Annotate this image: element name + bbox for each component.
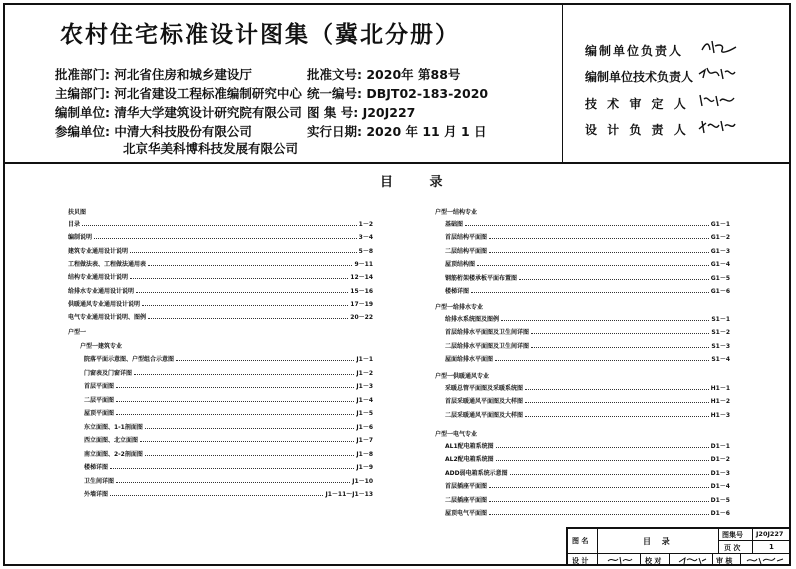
- toc-entry-title: AL2配电箱系统图: [445, 456, 494, 464]
- toc-entry: [445, 508, 730, 517]
- toc-entry-page: 1－2: [358, 221, 373, 228]
- toc-left-top-heading: 扶贝图: [68, 209, 87, 216]
- leader-dots: [116, 413, 354, 415]
- impl-date-label: 实行日期:: [307, 124, 362, 139]
- participant: [55, 122, 252, 140]
- toc-entry-page: G1－4: [710, 261, 730, 269]
- leader-dots: [489, 237, 709, 239]
- toc-entry-title: 院落平面示意图、户型组合示意图: [84, 356, 175, 363]
- toc-entry-title: 二层插座平面图: [445, 496, 488, 504]
- toc-entry-page: H1－1: [710, 385, 730, 392]
- toc-entry: [68, 312, 373, 321]
- header-divider: [562, 3, 563, 163]
- toc-entry: [445, 219, 730, 228]
- toc-entry: [445, 327, 730, 336]
- toc-entry-title: 卫生间详图: [84, 477, 115, 485]
- title-block-name-label: 图 名: [572, 537, 589, 545]
- toc-right-section-heading: 户型一供暖通风专业: [435, 373, 490, 380]
- toc-entry: [68, 219, 373, 228]
- leader-dots: [145, 454, 355, 456]
- participant-value-2: 北京华美科博科技发展有限公司: [123, 141, 299, 156]
- leader-dots: [496, 459, 709, 461]
- leader-dots: [145, 427, 355, 429]
- toc-entry-title: 首层结构平面图: [445, 234, 488, 242]
- toc-entry-page: J1－11～J1－13: [325, 491, 373, 498]
- toc-entry: [84, 354, 373, 363]
- check-signature: [677, 555, 707, 565]
- unified-no-value: DBJT02-183-2020: [366, 86, 489, 101]
- leader-dots: [501, 319, 709, 321]
- toc-entry-title: ADD弱电箱系统示意图: [445, 469, 508, 477]
- toc-entry-page: S1－4: [711, 356, 730, 364]
- toc-entry-title: 二层给排水平面图及卫生间详图: [445, 342, 530, 350]
- toc-entry-title: 首层平面图: [84, 383, 115, 390]
- leader-dots: [525, 388, 709, 390]
- handwritten-signature-4: [697, 117, 737, 135]
- title-block-row-rule: [566, 553, 791, 554]
- toc-entry-page: 5－8: [358, 247, 373, 255]
- title-block-review-divider-2: [740, 553, 741, 566]
- atlas-no-label: 图 集 号:: [307, 105, 359, 120]
- toc-title: 目 录: [380, 175, 459, 190]
- toc-entry-page: D1－3: [710, 469, 730, 477]
- compile-unit-value: 清华大学建筑设计研究院有限公司: [114, 105, 302, 120]
- toc-entry-page: D1－5: [710, 496, 730, 504]
- toc-entry-page: 3－4: [358, 234, 373, 242]
- toc-entry-title: 给排水专业通用设计说明: [68, 287, 135, 295]
- toc-entry-page: D1－4: [710, 483, 730, 491]
- toc-entry: [445, 246, 730, 255]
- toc-entry-title: 屋顶平面图: [84, 410, 115, 417]
- toc-entry-title: 钢筋桁架楼承板平面布置图: [445, 274, 518, 282]
- toc-right-section-heading: 户型一结构专业: [435, 209, 478, 216]
- toc-entry: [84, 489, 373, 498]
- toc-entry-page: J1－9: [356, 464, 373, 471]
- title-block-review-divider: [712, 553, 713, 566]
- toc-entry: [445, 314, 730, 323]
- toc-entry-page: D1－6: [710, 510, 730, 517]
- toc-entry: [445, 441, 730, 450]
- leader-dots: [116, 400, 354, 402]
- toc-entry-title: 南立面图、2-2剖面图: [84, 450, 143, 458]
- toc-entry-title: 屋顶结构图: [445, 261, 476, 269]
- toc-entry: [84, 368, 373, 377]
- leader-dots: [116, 386, 354, 388]
- toc-entry: [68, 246, 373, 255]
- participant-label: 参编单位:: [55, 124, 110, 139]
- toc-right-section-heading: 户型一给排水专业: [435, 304, 484, 311]
- toc-entry: [84, 381, 373, 390]
- leader-dots: [142, 304, 348, 306]
- toc-entry-title: 采暖总管平面图及采暖系统图: [445, 385, 524, 392]
- toc-entry: [445, 454, 730, 463]
- approval-doc-value: 2020年 第88号: [366, 67, 461, 82]
- toc-entry: [68, 272, 373, 281]
- toc-entry-page: 9－11: [354, 260, 373, 268]
- leader-dots: [489, 500, 709, 502]
- toc-entry-title: 二层结构平面图: [445, 247, 488, 255]
- toc-right-section-heading: 户型一电气专业: [435, 431, 478, 438]
- leader-dots: [471, 291, 709, 293]
- title-block-top: [566, 527, 791, 529]
- leader-dots: [110, 467, 354, 469]
- handwritten-signature-2: [697, 64, 737, 82]
- toc-entry-page: J1－10: [352, 477, 373, 485]
- toc-entry-page: J1－2: [356, 369, 373, 377]
- impl-date-value: 2020 年 11 月 1 日: [366, 124, 487, 139]
- atlas-no-value: J20J227: [362, 105, 416, 120]
- title-block-review-label: 审 核: [716, 557, 733, 565]
- toc-entry: [445, 354, 730, 363]
- compile-unit-label: 编制单位:: [55, 105, 110, 120]
- toc-entry: [445, 495, 730, 504]
- toc-entry: [84, 395, 373, 404]
- title-block-name-divider: [597, 527, 598, 566]
- toc-entry-title: 二层采暖通风平面图及大样图: [445, 411, 524, 419]
- toc-entry: [445, 341, 730, 350]
- chief-unit: [55, 84, 302, 102]
- toc-entry-page: S1－2: [711, 329, 730, 337]
- title-block-check-divider: [640, 553, 641, 566]
- toc-entry-title: 门窗表及门窗详图: [84, 369, 133, 377]
- toc-entry: [445, 273, 730, 282]
- toc-entry-title: 电气专业通用设计说明、图例: [68, 314, 147, 322]
- leader-dots: [116, 481, 350, 483]
- toc-entry: [445, 286, 730, 295]
- toc-entry: [84, 435, 373, 444]
- toc-left-section-heading: 户型一建筑专业: [80, 343, 123, 350]
- leader-dots: [130, 277, 348, 279]
- page-title: 农村住宅标准设计图集（冀北分册）: [60, 22, 460, 48]
- toc-entry: [445, 410, 730, 419]
- leader-dots: [531, 332, 709, 334]
- toc-entry-title: 首层给排水平面图及卫生间详图: [445, 329, 530, 337]
- toc-entry-page: 12－14: [350, 274, 373, 282]
- toc-entry-title: 楼梯详图: [445, 288, 470, 295]
- handwritten-signature-3: [697, 91, 737, 109]
- toc-entry-title: AL1配电箱系统图: [445, 443, 494, 450]
- toc-entry-page: H1－3: [710, 411, 730, 419]
- title-block-check-divider-2: [669, 553, 670, 566]
- title-block-atlas-label: 图集号: [722, 531, 743, 539]
- unified-no: [307, 84, 488, 102]
- toc-entry: [68, 259, 373, 268]
- toc-left-group-heading: 户型一: [68, 329, 87, 336]
- toc-entry-title: 西立面图、北立面图: [84, 437, 139, 444]
- toc-entry-page: G1－6: [710, 288, 730, 295]
- toc-entry-title: 屋面给排水平面图: [445, 356, 494, 364]
- leader-dots: [489, 513, 709, 515]
- chief-unit-label: 主编部门:: [55, 86, 110, 101]
- toc-entry-page: 20－22: [350, 314, 373, 322]
- leader-dots: [94, 237, 357, 239]
- title-block-atlas-rule: [718, 540, 791, 541]
- approval-unit: [55, 65, 252, 83]
- toc-entry-title: 结构专业通用设计说明: [68, 274, 129, 282]
- participant-2: [123, 139, 298, 157]
- toc-entry: [84, 462, 373, 471]
- toc-entry: [84, 449, 373, 458]
- toc-entry: [445, 232, 730, 241]
- toc-entry: [68, 232, 373, 241]
- leader-dots: [176, 359, 354, 361]
- toc-entry-title: 编制说明: [68, 234, 93, 242]
- toc-entry: [84, 408, 373, 417]
- toc-entry: [68, 286, 373, 295]
- toc-entry-page: J1－8: [356, 450, 373, 458]
- approval-doc: [307, 65, 460, 83]
- toc-entry-page: D1－2: [710, 456, 730, 464]
- title-block-left: [566, 527, 568, 566]
- approval-unit-label: 批准部门:: [55, 67, 110, 82]
- toc-entry: [445, 383, 730, 392]
- toc-entry: [445, 468, 730, 477]
- title-block-check-label: 校 对: [645, 557, 662, 565]
- design-signature: [606, 555, 634, 565]
- atlas-no: [307, 103, 415, 121]
- chief-unit-value: 河北省建设工程标准编制研究中心: [114, 86, 302, 101]
- toc-entry-page: J1－3: [356, 383, 373, 390]
- toc-entry-page: H1－2: [710, 398, 730, 406]
- leader-dots: [110, 494, 323, 496]
- leader-dots: [510, 473, 709, 475]
- toc-entry-title: 供暖通风专业通用设计说明: [68, 300, 141, 308]
- toc-entry-title: 楼梯详图: [84, 464, 109, 471]
- toc-entry-page: D1－1: [710, 443, 730, 450]
- toc-entry-page: J1－6: [356, 423, 373, 431]
- toc-entry-page: J1－5: [356, 410, 373, 417]
- participant-value-1: 中清大科技股份有限公司: [114, 124, 252, 139]
- leader-dots: [531, 346, 709, 348]
- impl-date: [307, 122, 487, 140]
- signature-label-2: 编制单位技术负责人: [585, 70, 694, 84]
- toc-entry-title: 目录: [68, 221, 81, 228]
- toc-entry-page: G1－3: [710, 247, 730, 255]
- toc-entry: [68, 299, 373, 308]
- leader-dots: [130, 251, 357, 253]
- title-block-design-label: 设 计: [572, 557, 589, 565]
- leader-dots: [148, 264, 352, 266]
- signature-label-1: 编制单位负责人: [585, 44, 684, 58]
- signature-label-4: 设 计 负 责 人: [585, 123, 689, 137]
- toc-entry: [445, 396, 730, 405]
- leader-dots: [140, 440, 354, 442]
- leader-dots: [489, 486, 709, 488]
- leader-dots: [495, 359, 709, 361]
- toc-entry-page: G1－2: [710, 234, 730, 242]
- toc-entry: [445, 481, 730, 490]
- approval-doc-label: 批准文号:: [307, 67, 362, 82]
- unified-no-label: 统一编号:: [307, 86, 362, 101]
- title-block-page: 1: [769, 543, 774, 551]
- toc-entry-page: G1－1: [710, 221, 730, 228]
- compile-unit: [55, 103, 302, 121]
- toc-entry: [84, 476, 373, 485]
- toc-entry-page: 15－16: [350, 287, 373, 295]
- leader-dots: [525, 415, 709, 417]
- toc-entry-title: 工程做法表、工程做法通用表: [68, 260, 147, 268]
- approval-unit-value: 河北省住房和城乡建设厅: [114, 67, 252, 82]
- signature-label-3: 技 术 审 定 人: [585, 97, 689, 111]
- toc-entry-page: G1－5: [710, 274, 730, 282]
- toc-entry-title: 首层采暖通风平面图及大样图: [445, 398, 524, 406]
- toc-entry-title: 二层平面图: [84, 396, 115, 404]
- toc-entry-title: 首层插座平面图: [445, 483, 488, 491]
- toc-entry-title: 外墙详图: [84, 491, 109, 498]
- toc-entry-page: S1－1: [711, 316, 730, 323]
- review-signature: [745, 555, 785, 565]
- toc-entry: [445, 259, 730, 268]
- handwritten-signature-1: [700, 38, 740, 56]
- leader-dots: [525, 401, 709, 403]
- toc-entry: [84, 422, 373, 431]
- toc-entry-title: 东立面图、1-1剖面图: [84, 423, 143, 431]
- leader-dots: [82, 224, 357, 226]
- toc-entry-page: 17－19: [350, 300, 373, 308]
- leader-dots: [465, 224, 709, 226]
- title-block-name: 目 录: [643, 537, 674, 546]
- leader-dots: [477, 264, 709, 266]
- toc-entry-page: J1－7: [356, 437, 373, 444]
- leader-dots: [134, 373, 354, 375]
- toc-entry-page: J1－4: [356, 396, 373, 404]
- title-block-page-label: 页 次: [724, 544, 741, 552]
- leader-dots: [496, 446, 709, 448]
- leader-dots: [148, 317, 348, 319]
- leader-dots: [519, 278, 709, 280]
- header-bottom-rule: [3, 162, 791, 164]
- leader-dots: [136, 291, 348, 293]
- toc-entry-title: 基础图: [445, 221, 464, 228]
- title-block-atlas: J20J227: [756, 530, 784, 538]
- toc-entry-page: J1－1: [356, 356, 373, 363]
- toc-entry-title: 屋顶电气平面图: [445, 510, 488, 517]
- toc-entry-title: 给排水系统图及图例: [445, 316, 500, 323]
- leader-dots: [489, 251, 709, 253]
- toc-entry-title: 建筑专业通用设计说明: [68, 247, 129, 255]
- toc-entry-page: S1－3: [711, 342, 730, 350]
